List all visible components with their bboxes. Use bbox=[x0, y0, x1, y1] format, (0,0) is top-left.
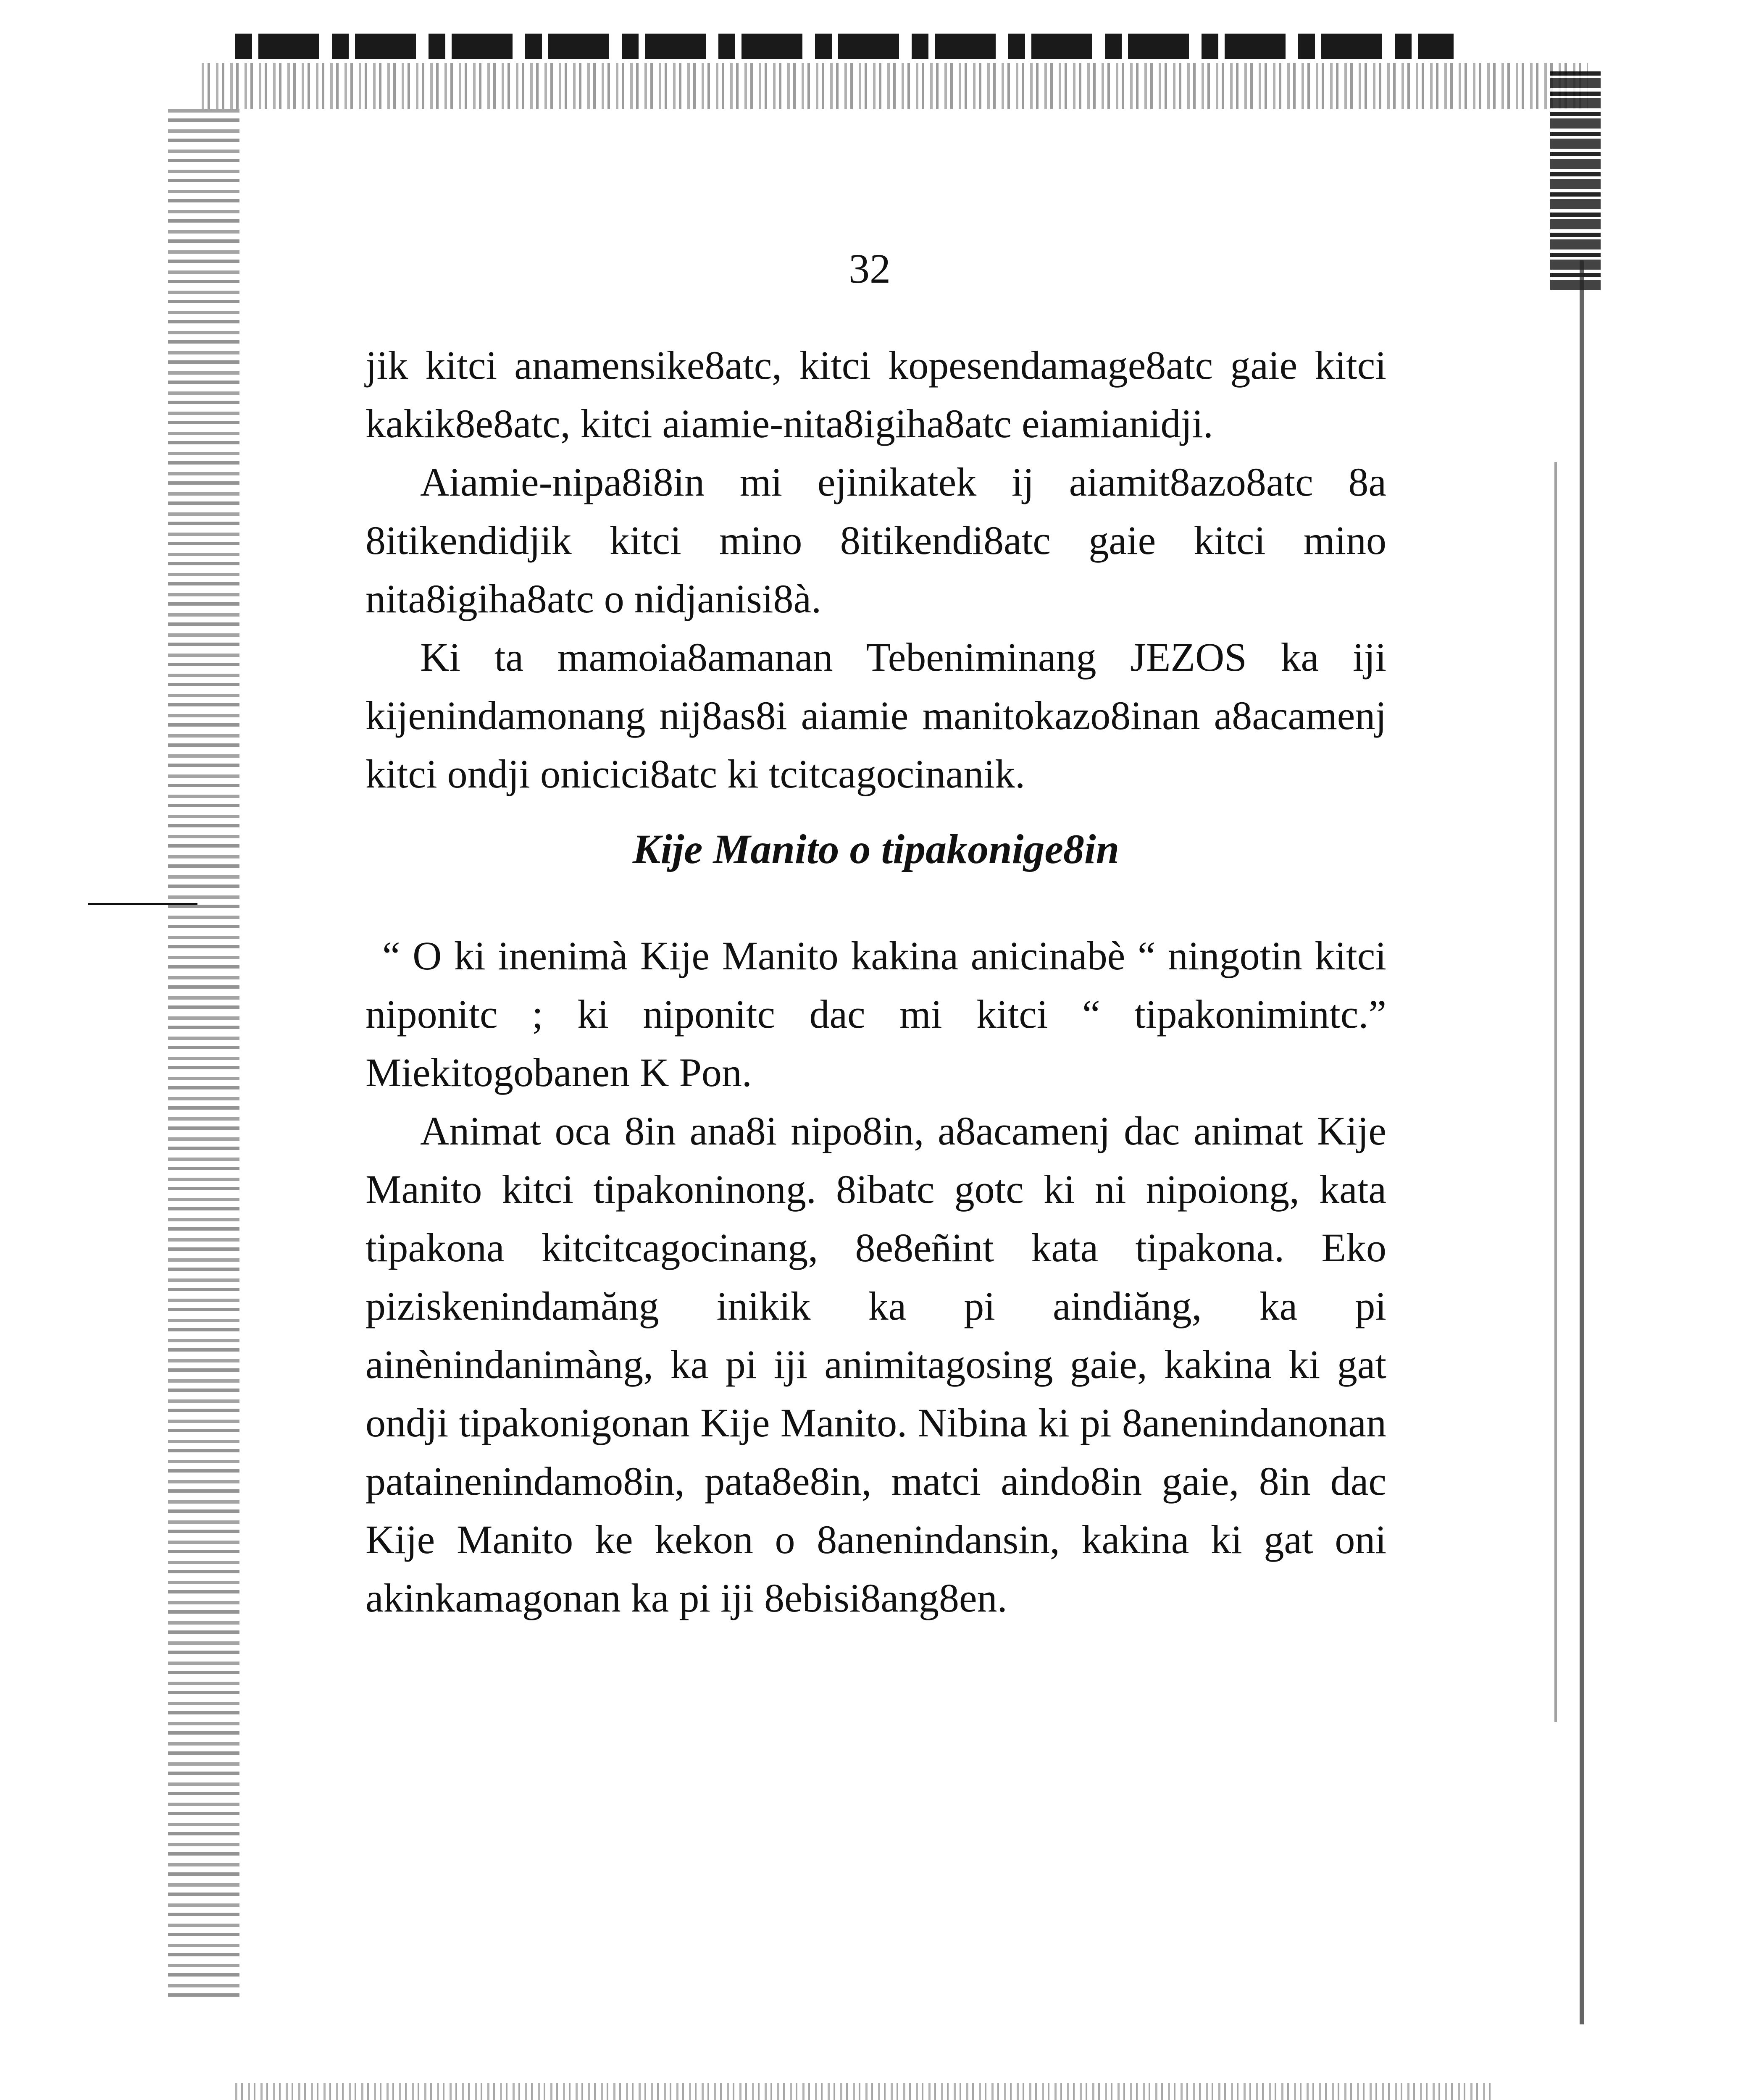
section-heading: Kije Manito o tipakonige8in bbox=[632, 826, 1120, 872]
scan-rule-left bbox=[88, 903, 197, 905]
paragraph-aiamie-nipa8i8in: Aiamie-nipa8i8in mi ejinikatek ij aiamit8azo8atc 8a 8itikendidjik kitci mino 8itikendi8atc gaie kitci mino nita8igiha8atc o nidjanisi8à. bbox=[365, 459, 1386, 621]
scan-noise-top-fine bbox=[202, 63, 1588, 109]
scan-edge-right bbox=[1580, 260, 1584, 2024]
paragraph-animat-oca: Animat oca 8in ana8i nipo8in, a8acamenj dac animat Kije Manito kitci tipakoninong. 8ibatc gotc ki ni nipoiong, kata tipakona kitcitcagocinang, 8e8eñint kata tipakona. Eko piziskenindamăng inikik ka pi aindiăng, ka pi ainènindanimàng, ka pi iji animitagosing gaie, kakina ki gat ondji tipakonigonan Kije Manito. Nibina ki pi 8anenindanonan patainenindamo8in, pata8e8in, matci aindo8in gaie, 8in dac Kije Manito ke kekon o 8anenindansin, kakina ki gat oni akinkamagonan ka pi iji 8ebisi8ang8en. bbox=[365, 1108, 1386, 1620]
paragraph-ki-ta-mamoia8amanan: Ki ta mamoia8amanan Tebeniminang JEZOS ka iji kijenindamonang nij8as8i aiamie manitokazo8inan a8acamenj kitci ondji onicici8atc ki tcitcagocinanik. bbox=[365, 635, 1386, 796]
paragraph-continuation: jik kitci anamensike8atc, kitci kopesendamage8atc gaie kitci kakik8e8atc, kitci aiamie-nita8igiha8atc eiamianidji. bbox=[365, 343, 1386, 446]
page-number: 32 bbox=[849, 245, 891, 292]
page-body bbox=[365, 336, 1386, 1627]
scan-edge-right-inner bbox=[1554, 462, 1557, 1722]
scripture-quote: “ O ki inenimà Kije Manito kakina anicinabè “ ningotin kitci niponitc ; ki niponitc dac mi kitci “ tipakonimintc.” Miekitogobanen K Pon. bbox=[365, 933, 1386, 1095]
scan-noise-left bbox=[168, 109, 239, 1999]
scan-noise-bottom-fine bbox=[235, 2083, 1496, 2100]
scan-noise-right bbox=[1550, 71, 1601, 290]
scan-noise-top bbox=[235, 34, 1454, 59]
